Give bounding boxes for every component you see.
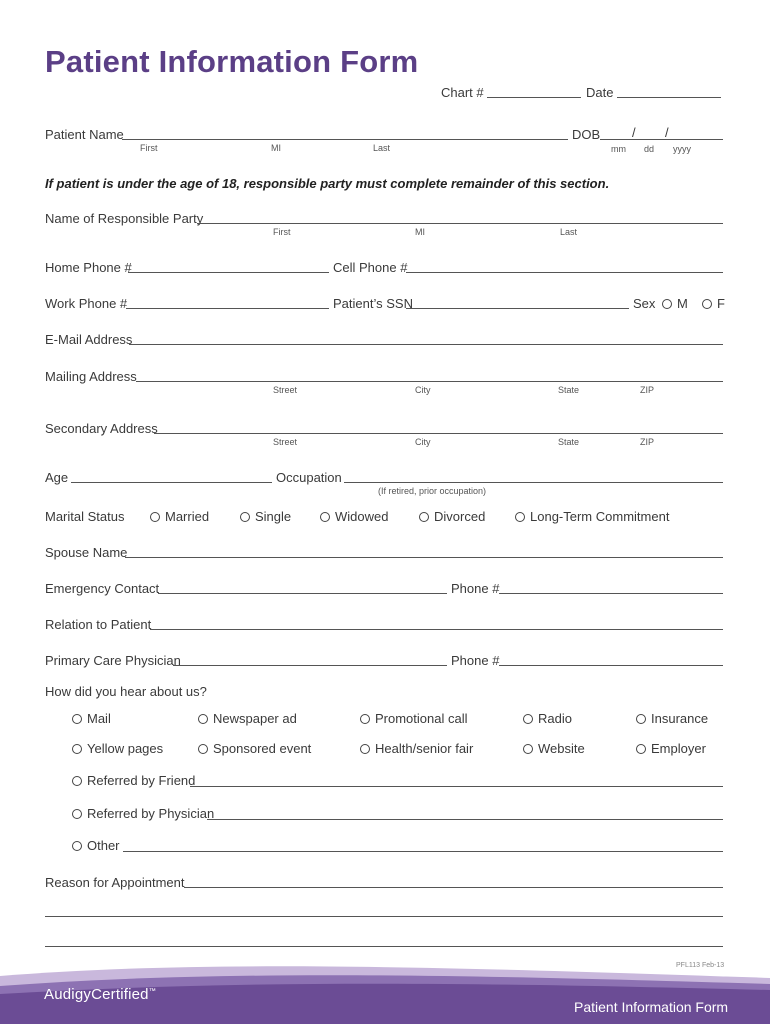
radio-icon — [72, 744, 82, 754]
sex-m-option[interactable]: M — [662, 296, 688, 311]
hear-health-fair-option[interactable]: Health/senior fair — [360, 741, 473, 756]
hear-about-label: How did you hear about us? — [45, 684, 207, 699]
state-sublabel: State — [558, 385, 580, 395]
reason-field[interactable] — [184, 887, 723, 888]
marital-married-option[interactable]: Married — [150, 509, 209, 524]
street-sublabel: Street — [273, 437, 298, 447]
form-code: PFL113 Feb-13 — [676, 962, 725, 969]
zip-sublabel: ZIP — [640, 437, 655, 447]
emergency-contact-label: Emergency Contact — [45, 581, 160, 596]
sex-label: Sex — [633, 296, 656, 311]
radio-icon — [523, 744, 533, 754]
reason-field-line-3[interactable] — [45, 946, 723, 947]
hear-sponsored-event-option[interactable]: Sponsored event — [198, 741, 311, 756]
marital-single-option[interactable]: Single — [240, 509, 291, 524]
other-field[interactable] — [123, 851, 723, 852]
radio-icon — [523, 714, 533, 724]
radio-icon — [72, 809, 82, 819]
street-sublabel: Street — [273, 385, 298, 395]
physician-phone-label: Phone # — [451, 653, 500, 668]
marital-divorced-option[interactable]: Divorced — [419, 509, 485, 524]
radio-icon — [72, 776, 82, 786]
marital-long-term-option[interactable]: Long-Term Commitment — [515, 509, 669, 524]
hear-other-option[interactable]: Other — [72, 838, 120, 853]
radio-icon — [72, 714, 82, 724]
mailing-address-field[interactable] — [136, 381, 723, 382]
hear-employer-option[interactable]: Employer — [636, 741, 706, 756]
email-label: E-Mail Address — [45, 332, 133, 347]
first-sublabel: First — [273, 227, 291, 237]
email-field[interactable] — [129, 344, 723, 345]
emergency-phone-label: Phone # — [451, 581, 500, 596]
last-sublabel: Last — [560, 227, 578, 237]
hear-promotional-call-option[interactable]: Promotional call — [360, 711, 468, 726]
first-sublabel: First — [140, 143, 158, 153]
patient-name-label: Patient Name — [45, 127, 124, 142]
dob-field[interactable] — [600, 139, 723, 140]
radio-icon — [360, 744, 370, 754]
mi-sublabel: MI — [415, 227, 425, 237]
city-sublabel: City — [415, 437, 431, 447]
home-phone-field[interactable] — [128, 272, 329, 273]
radio-icon — [198, 714, 208, 724]
hear-referred-friend-option[interactable]: Referred by Friend — [72, 773, 195, 788]
patient-name-field[interactable] — [122, 139, 568, 140]
physician-label: Primary Care Physician — [45, 653, 181, 668]
radio-icon — [360, 714, 370, 724]
secondary-address-field[interactable] — [154, 433, 723, 434]
city-sublabel: City — [415, 385, 431, 395]
occupation-field[interactable] — [344, 482, 723, 483]
brand-logo: AudigyCertified™ — [44, 986, 156, 1003]
radio-icon — [636, 714, 646, 724]
zip-sublabel: ZIP — [640, 385, 655, 395]
cell-phone-label: Cell Phone # — [333, 260, 408, 275]
secondary-address-label: Secondary Address — [45, 421, 158, 436]
relation-label: Relation to Patient — [45, 617, 152, 632]
radio-icon — [150, 512, 160, 522]
work-phone-field[interactable] — [126, 308, 329, 309]
occupation-note: (If retired, prior occupation) — [378, 486, 487, 496]
radio-icon — [636, 744, 646, 754]
reason-label: Reason for Appointment — [45, 875, 185, 890]
physician-field[interactable] — [173, 665, 447, 666]
emergency-contact-field[interactable] — [158, 593, 447, 594]
reason-field-line-2[interactable] — [45, 916, 723, 917]
hear-insurance-option[interactable]: Insurance — [636, 711, 708, 726]
mailing-address-label: Mailing Address — [45, 369, 137, 384]
chart-label: Chart # — [441, 85, 484, 100]
home-phone-label: Home Phone # — [45, 260, 132, 275]
radio-icon — [702, 299, 712, 309]
date-label: Date — [586, 85, 614, 100]
mi-sublabel: MI — [271, 143, 281, 153]
mm-sublabel: mm — [611, 144, 626, 154]
marital-status-label: Marital Status — [45, 509, 125, 524]
hear-mail-option[interactable]: Mail — [72, 711, 111, 726]
emergency-phone-field[interactable] — [499, 593, 723, 594]
radio-icon — [240, 512, 250, 522]
state-sublabel: State — [558, 437, 580, 447]
responsible-party-label: Name of Responsible Party — [45, 211, 204, 226]
responsible-party-field[interactable] — [197, 223, 723, 224]
occupation-label: Occupation — [276, 470, 342, 485]
hear-radio-option[interactable]: Radio — [523, 711, 572, 726]
radio-icon — [72, 841, 82, 851]
age-label: Age — [45, 470, 69, 485]
last-sublabel: Last — [373, 143, 391, 153]
yyyy-sublabel: yyyy — [673, 144, 691, 154]
date-field[interactable] — [617, 97, 721, 98]
physician-phone-field[interactable] — [499, 665, 723, 666]
hear-newspaper-option[interactable]: Newspaper ad — [198, 711, 297, 726]
dob-slash: / — [632, 125, 636, 140]
radio-icon — [662, 299, 672, 309]
dob-label: DOB — [572, 127, 601, 142]
radio-icon — [320, 512, 330, 522]
radio-icon — [515, 512, 525, 522]
radio-icon — [419, 512, 429, 522]
hear-yellow-pages-option[interactable]: Yellow pages — [72, 741, 163, 756]
chart-field[interactable] — [487, 97, 581, 98]
ssn-label: Patient’s SSN — [333, 296, 413, 311]
footer-title: Patient Information Form — [574, 999, 729, 1015]
cell-phone-field[interactable] — [406, 272, 723, 273]
sex-f-option[interactable]: F — [702, 296, 725, 311]
radio-icon — [198, 744, 208, 754]
age-field[interactable] — [71, 482, 272, 483]
page-title: Patient Information Form — [45, 44, 419, 79]
dob-slash: / — [665, 125, 669, 140]
referred-physician-field[interactable] — [207, 819, 723, 820]
work-phone-label: Work Phone # — [45, 296, 128, 311]
spouse-name-label: Spouse Name — [45, 545, 128, 560]
referred-friend-field[interactable] — [190, 786, 723, 787]
hear-referred-physician-option[interactable]: Referred by Physician — [72, 806, 214, 821]
relation-field[interactable] — [150, 629, 723, 630]
ssn-field[interactable] — [406, 308, 629, 309]
dd-sublabel: dd — [644, 144, 655, 154]
spouse-name-field[interactable] — [125, 557, 723, 558]
hear-website-option[interactable]: Website — [523, 741, 585, 756]
marital-widowed-option[interactable]: Widowed — [320, 509, 388, 524]
minor-notice: If patient is under the age of 18, responsible party must complete remainder of this section. — [45, 176, 610, 191]
